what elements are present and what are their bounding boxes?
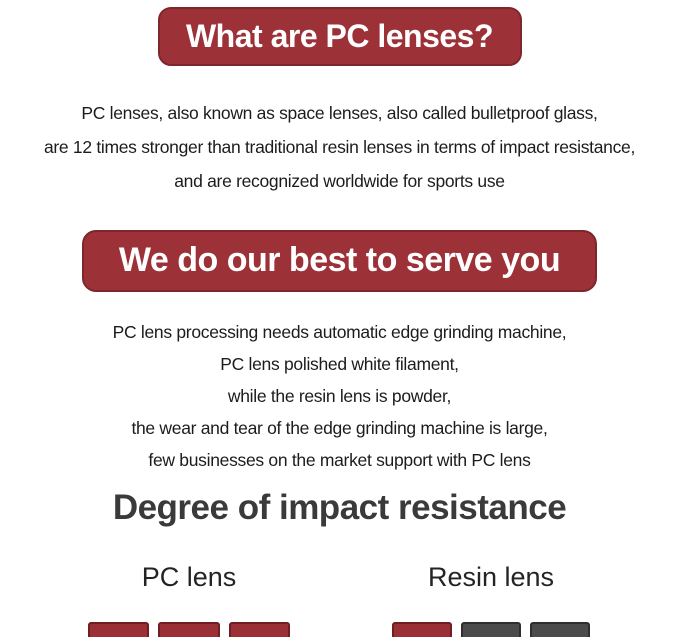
- gray-bar-segment: [530, 622, 590, 637]
- details-line-1: PC lens processing needs automatic edge grinding machine,: [112, 322, 567, 342]
- details-line-3: while the resin lens is powder,: [227, 386, 452, 406]
- resin-lens-rating-bar: [392, 622, 590, 637]
- pc-lens-label: PC lens: [141, 562, 237, 592]
- impact-resistance-heading: Degree of impact resistance: [112, 488, 567, 527]
- pc-lens-column: [88, 558, 290, 637]
- details-line-5: few businesses on the market support with PC lens: [148, 450, 531, 470]
- processing-details-paragraph: [0, 316, 679, 476]
- intro-line-3: and are recognized worldwide for sports use: [174, 171, 505, 191]
- red-bar-segment: [88, 622, 149, 637]
- pc-lens-rating-bar: [88, 622, 290, 637]
- resin-lens-label: Resin lens: [427, 562, 555, 592]
- serve-you-banner: We do our best to serve you: [82, 230, 597, 292]
- intro-line-1: PC lenses, also known as space lenses, also called bulletproof glass,: [81, 103, 598, 123]
- intro-line-2: are 12 times stronger than traditional resin lenses in terms of impact resistance,: [43, 137, 636, 157]
- what-are-pc-lenses-banner: What are PC lenses?: [158, 7, 522, 66]
- pc-lenses-intro-paragraph: [0, 96, 679, 198]
- red-bar-segment: [392, 622, 452, 637]
- lens-comparison: [0, 558, 679, 637]
- details-line-2: PC lens polished white filament,: [220, 354, 459, 374]
- red-bar-segment: [229, 622, 290, 637]
- gray-bar-segment: [461, 622, 521, 637]
- details-line-4: the wear and tear of the edge grinding machine is large,: [131, 418, 548, 438]
- resin-lens-column: [392, 558, 590, 637]
- red-bar-segment: [158, 622, 219, 637]
